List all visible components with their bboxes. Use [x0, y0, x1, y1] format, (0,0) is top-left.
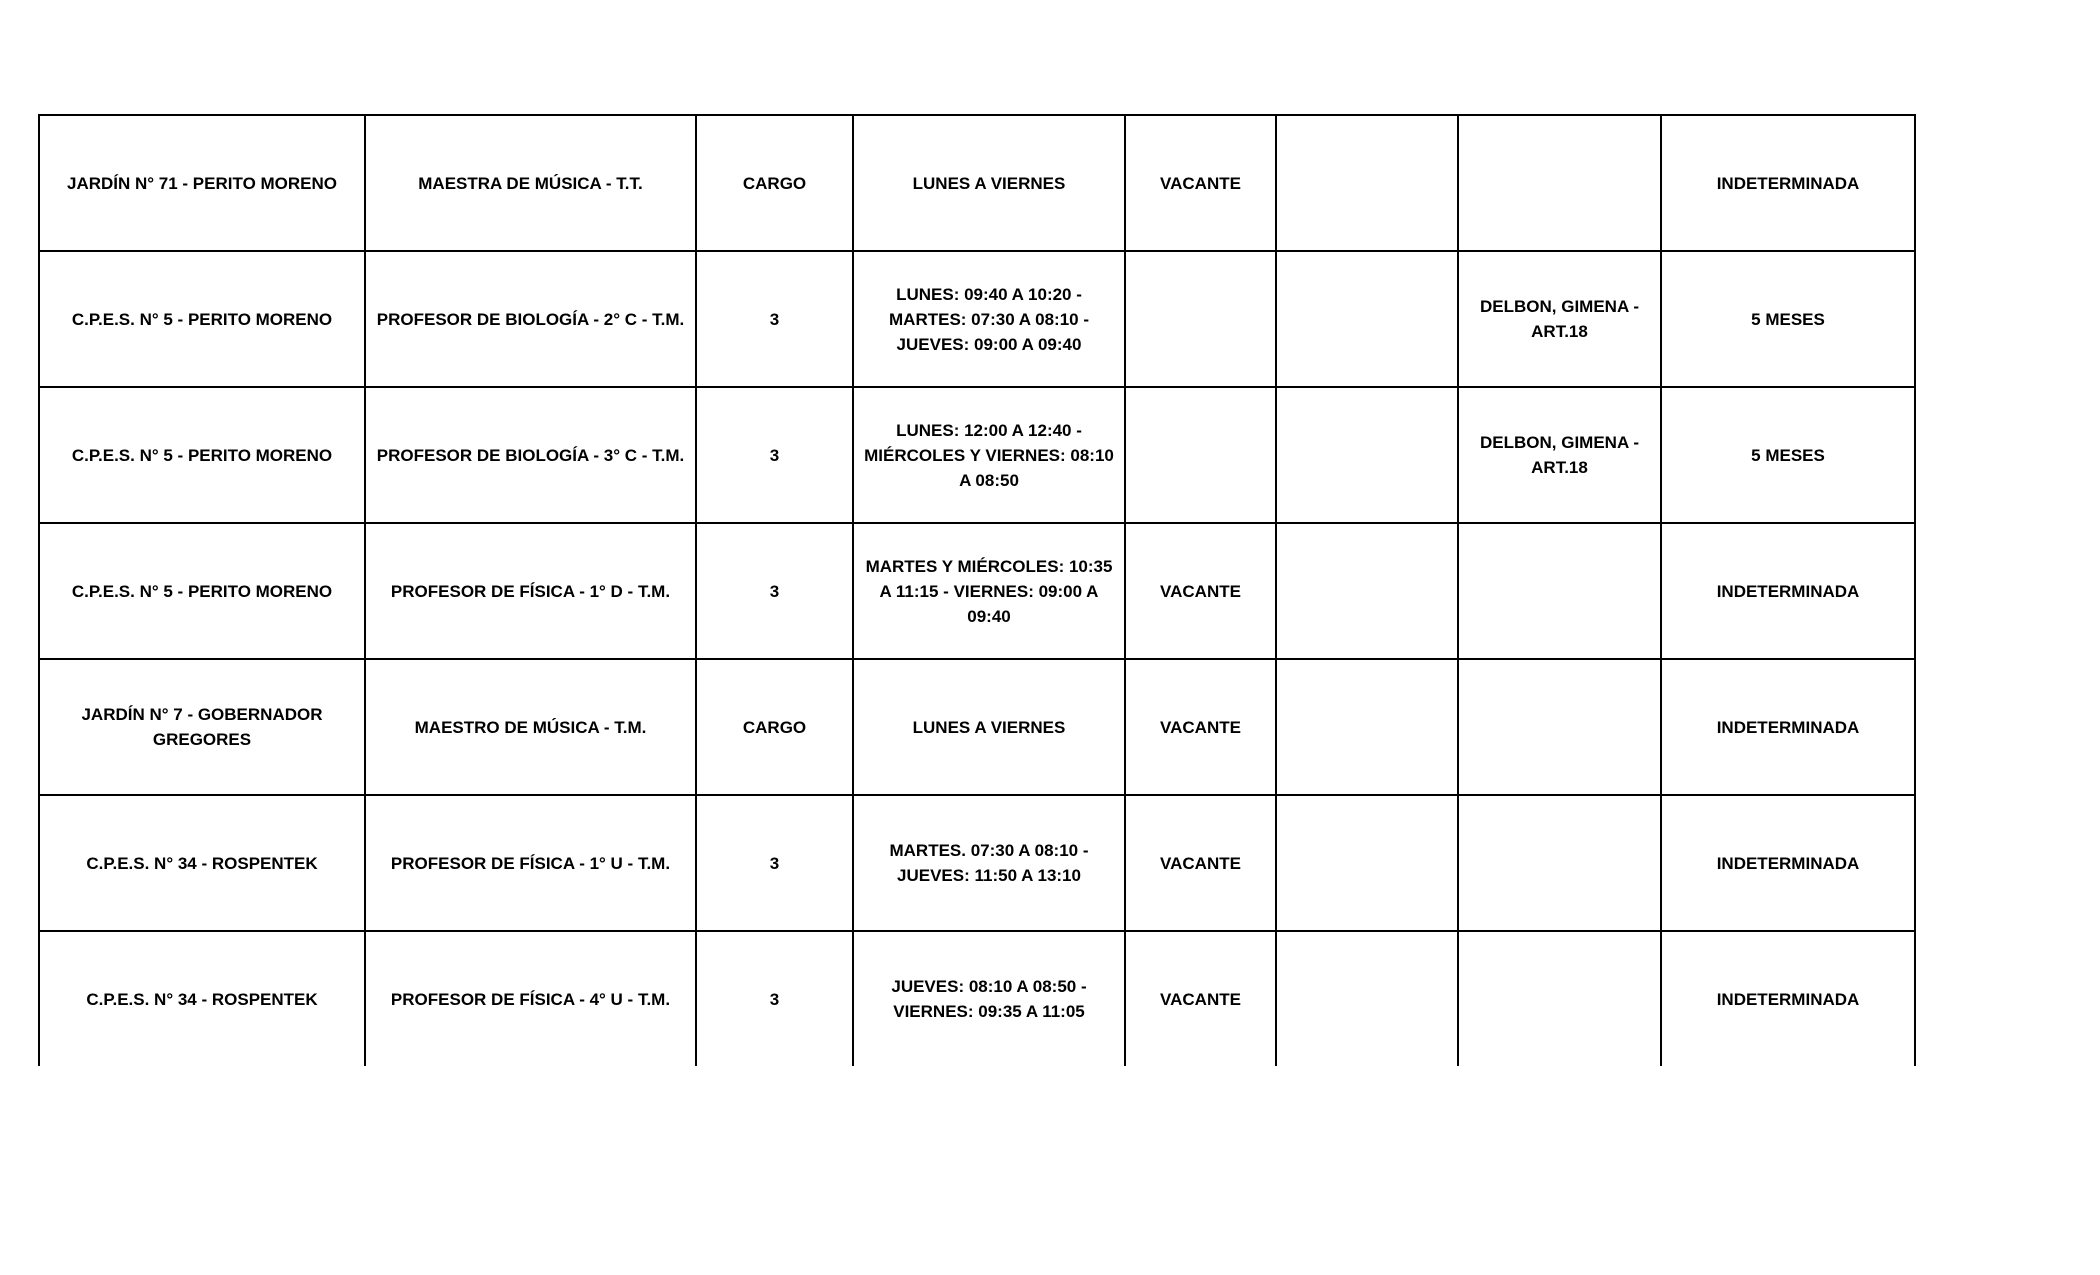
position-cell: MAESTRO DE MÚSICA - T.M.	[365, 659, 696, 795]
replacement-cell: DELBON, GIMENA - ART.18	[1458, 387, 1661, 523]
table-body	[39, 115, 1915, 1066]
position-cell: PROFESOR DE FÍSICA - 4° U - T.M.	[365, 931, 696, 1066]
replacement-cell	[1458, 659, 1661, 795]
position-cell: PROFESOR DE BIOLOGÍA - 3° C - T.M.	[365, 387, 696, 523]
blank-cell	[1276, 931, 1458, 1066]
schedule-cell: JUEVES: 08:10 A 08:50 - VIERNES: 09:35 A 11:05	[853, 931, 1125, 1066]
school-cell: C.P.E.S. N° 5 - PERITO MORENO	[39, 251, 365, 387]
schedule-cell: MARTES Y MIÉRCOLES: 10:35 A 11:15 - VIERNES: 09:00 A 09:40	[853, 523, 1125, 659]
blank-cell	[1276, 115, 1458, 251]
hours-cell: 3	[696, 523, 853, 659]
replacement-cell: DELBON, GIMENA - ART.18	[1458, 251, 1661, 387]
hours-cell: 3	[696, 795, 853, 931]
blank-cell	[1276, 659, 1458, 795]
duration-cell: INDETERMINADA	[1661, 659, 1915, 795]
school-cell: C.P.E.S. N° 5 - PERITO MORENO	[39, 387, 365, 523]
status-cell: VACANTE	[1125, 523, 1276, 659]
position-cell: MAESTRA DE MÚSICA - T.T.	[365, 115, 696, 251]
hours-cell: 3	[696, 931, 853, 1066]
duration-cell: 5 MESES	[1661, 251, 1915, 387]
duration-cell: INDETERMINADA	[1661, 523, 1915, 659]
school-cell: C.P.E.S. N° 34 - ROSPENTEK	[39, 795, 365, 931]
table-row	[39, 523, 1915, 659]
blank-cell	[1276, 523, 1458, 659]
table-row	[39, 659, 1915, 795]
status-cell: VACANTE	[1125, 659, 1276, 795]
schedule-cell: LUNES: 12:00 A 12:40 - MIÉRCOLES Y VIERNES: 08:10 A 08:50	[853, 387, 1125, 523]
replacement-cell	[1458, 523, 1661, 659]
duration-cell: INDETERMINADA	[1661, 795, 1915, 931]
blank-cell	[1276, 251, 1458, 387]
vacancies-table	[38, 114, 1916, 1066]
schedule-cell: LUNES: 09:40 A 10:20 - MARTES: 07:30 A 08:10 - JUEVES: 09:00 A 09:40	[853, 251, 1125, 387]
school-cell: JARDÍN N° 71 - PERITO MORENO	[39, 115, 365, 251]
table-row	[39, 795, 1915, 931]
school-cell: JARDÍN N° 7 - GOBERNADOR GREGORES	[39, 659, 365, 795]
replacement-cell	[1458, 795, 1661, 931]
duration-cell: INDETERMINADA	[1661, 115, 1915, 251]
hours-cell: 3	[696, 251, 853, 387]
school-cell: C.P.E.S. N° 34 - ROSPENTEK	[39, 931, 365, 1066]
table-row	[39, 931, 1915, 1066]
position-cell: PROFESOR DE BIOLOGÍA - 2° C - T.M.	[365, 251, 696, 387]
schedule-cell: LUNES A VIERNES	[853, 659, 1125, 795]
hours-cell: 3	[696, 387, 853, 523]
status-cell: VACANTE	[1125, 931, 1276, 1066]
position-cell: PROFESOR DE FÍSICA - 1° U - T.M.	[365, 795, 696, 931]
duration-cell: 5 MESES	[1661, 387, 1915, 523]
blank-cell	[1276, 387, 1458, 523]
schedule-cell: MARTES. 07:30 A 08:10 - JUEVES: 11:50 A 13:10	[853, 795, 1125, 931]
schedule-cell: LUNES A VIERNES	[853, 115, 1125, 251]
table-row	[39, 115, 1915, 251]
status-cell	[1125, 251, 1276, 387]
hours-cell: CARGO	[696, 659, 853, 795]
duration-cell: INDETERMINADA	[1661, 931, 1915, 1066]
status-cell: VACANTE	[1125, 795, 1276, 931]
status-cell	[1125, 387, 1276, 523]
position-cell: PROFESOR DE FÍSICA - 1° D - T.M.	[365, 523, 696, 659]
status-cell: VACANTE	[1125, 115, 1276, 251]
school-cell: C.P.E.S. N° 5 - PERITO MORENO	[39, 523, 365, 659]
replacement-cell	[1458, 115, 1661, 251]
replacement-cell	[1458, 931, 1661, 1066]
blank-cell	[1276, 795, 1458, 931]
hours-cell: CARGO	[696, 115, 853, 251]
table-row	[39, 387, 1915, 523]
table-row	[39, 251, 1915, 387]
